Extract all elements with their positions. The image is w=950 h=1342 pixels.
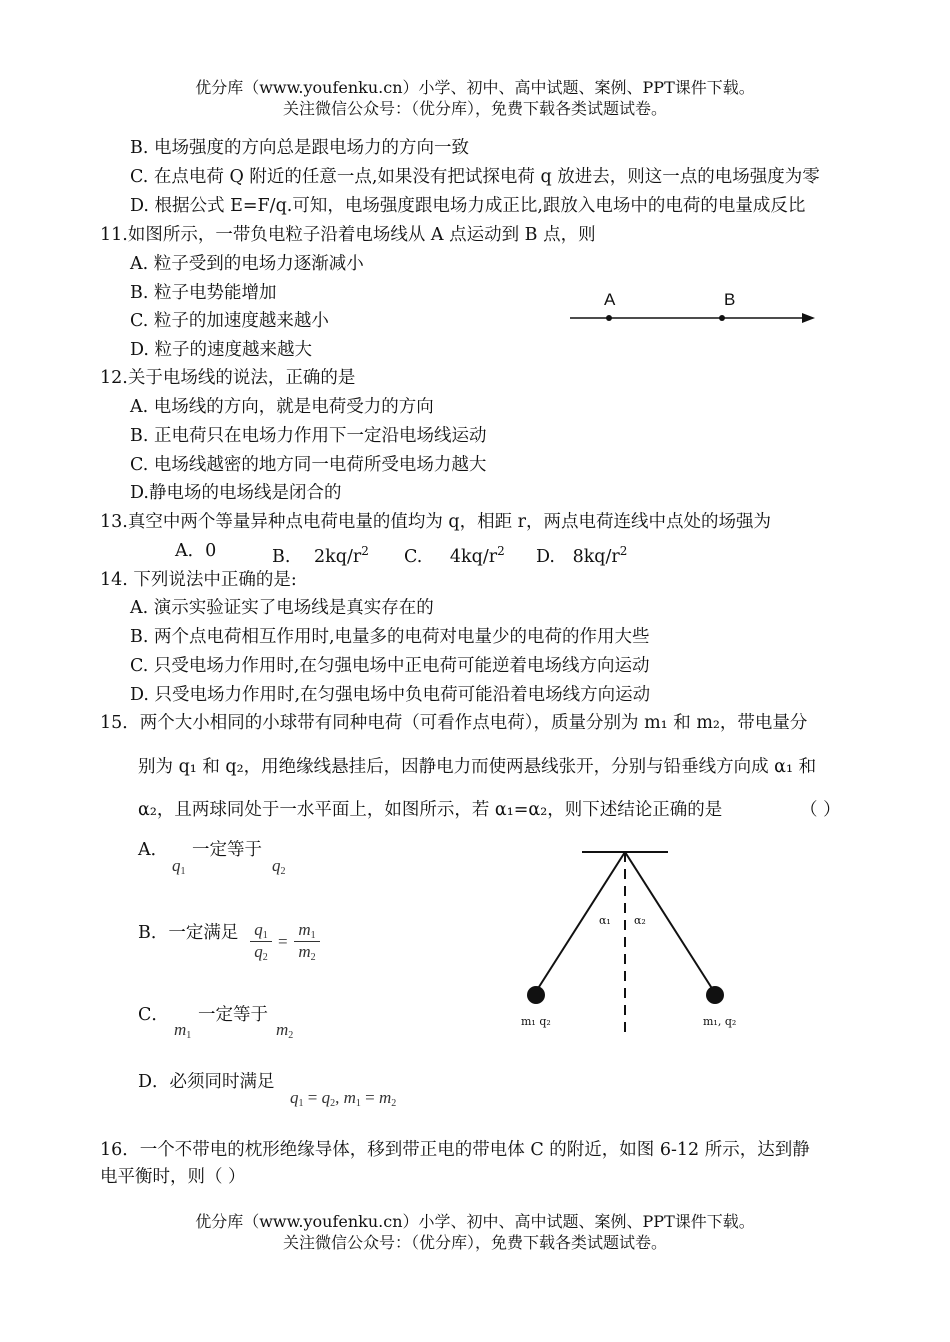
left-ball-label: m₁ q₂ bbox=[521, 1015, 551, 1028]
q14-option-c: C. 只受电场力作用时,在匀强电场中正电荷可能逆着电场线方向运动 bbox=[130, 656, 650, 676]
left-thread bbox=[537, 852, 625, 990]
q15-c-m2: $m_2$ bbox=[276, 1020, 294, 1041]
q15-a-q1: $q_1$ bbox=[172, 856, 186, 877]
q11-option-b: B. 粒子电势能增加 bbox=[130, 283, 277, 303]
q11-option-d: D. 粒子的速度越来越大 bbox=[130, 340, 313, 360]
exponent: 2 bbox=[361, 544, 369, 558]
point-a bbox=[606, 315, 612, 321]
q15-stem-line1: 15．两个大小相同的小球带有同种电荷（可看作点电荷），质量分别为 m₁ 和 m₂，带电量分 bbox=[100, 713, 808, 733]
q15-option-b-label: B．一定满足 bbox=[138, 923, 239, 943]
q10-option-b: B. 电场强度的方向总是跟电场力的方向一致 bbox=[130, 138, 469, 158]
q14-option-b: B. 两个点电荷相互作用时,电量多的电荷对电量少的电荷的作用大些 bbox=[130, 627, 650, 647]
q15-answer-paren: （ ） bbox=[800, 800, 841, 820]
q13-option-b bbox=[272, 540, 369, 568]
q12-option-b: B. 正电荷只在电场力作用下一定沿电场线运动 bbox=[130, 426, 487, 446]
footer-line2: 关注微信公众号：（优分库），免费下载各类试题试卷。 bbox=[282, 1233, 667, 1252]
q16-stem-line1: 16．一个不带电的枕形绝缘导体，移到带正电的带电体 C 的附近，如图 6-12 所示，达到静 bbox=[100, 1140, 810, 1160]
q15-option-c-label: C． bbox=[138, 1005, 169, 1025]
q13-option-a: A．0 bbox=[175, 541, 217, 561]
point-a-label: A bbox=[604, 290, 616, 309]
q13-option-c bbox=[404, 540, 505, 568]
exponent: 2 bbox=[497, 544, 505, 558]
q13-stem: 13.真空中两个等量异种点电荷电量的值均为 q，相距 r，两点电荷连线中点处的场强为 bbox=[100, 512, 772, 532]
alpha2-label: α₂ bbox=[634, 914, 646, 927]
left-ball bbox=[527, 986, 545, 1004]
q13-option-d bbox=[536, 540, 627, 568]
q15-option-d-label: D．必须同时满足 bbox=[138, 1072, 275, 1092]
q15-c-m1: $m_1$ bbox=[174, 1020, 192, 1041]
q13-option-c-label: C. bbox=[404, 546, 423, 567]
q12-stem: 12.关于电场线的说法，正确的是 bbox=[100, 368, 356, 388]
q15-stem-line2: 别为 q₁ 和 q₂，用绝缘线悬挂后，因静电力而使两悬线张开，分别与铅垂线方向成 α₁ 和 bbox=[138, 757, 817, 777]
q12-option-a: A. 电场线的方向，就是电荷受力的方向 bbox=[130, 397, 434, 417]
q15-stem-line3: α₂，且两球同处于一水平面上，如图所示，若 α₁=α₂，则下述结论正确的是 bbox=[138, 800, 723, 820]
right-ball-label: m₁, q₂ bbox=[703, 1015, 737, 1028]
q14-option-d: D. 只受电场力作用时,在匀强电场中负电荷可能沿着电场线方向运动 bbox=[130, 685, 651, 705]
q15-option-c-text: 一定等于 bbox=[198, 1005, 268, 1025]
q15-b-fraction-m: $\frac{m_1}{m_2}$ bbox=[294, 920, 320, 963]
q12-option-c: C. 电场线越密的地方同一电荷所受电场力越大 bbox=[130, 455, 487, 475]
q10-option-d: D. 根据公式 E=F/q.可知，电场强度跟电场力成正比,跟放入电场中的电荷的电量成反比 bbox=[130, 196, 806, 216]
alpha1-label: α₁ bbox=[599, 914, 611, 927]
q15-pendulum-figure bbox=[520, 840, 760, 1040]
exponent: 2 bbox=[619, 544, 628, 558]
q10-option-c: C. 在点电荷 Q 附近的任意一点,如果没有把试探电荷 q 放进去，则这一点的电场强度为零 bbox=[130, 167, 820, 187]
q15-option-a-text: 一定等于 bbox=[192, 840, 262, 860]
q13-option-c-value: 4kq/r bbox=[449, 546, 498, 567]
q14-option-a: A. 演示实验证实了电场线是真实存在的 bbox=[130, 598, 434, 618]
q16-stem-line2: 电平衡时，则（ ） bbox=[100, 1167, 246, 1187]
q15-d-equations: $q_1 = q_2$, $m_1 = m_2$ bbox=[290, 1088, 397, 1109]
q13-option-b-value: 2kq/r bbox=[314, 546, 362, 567]
header-line2: 关注微信公众号：（优分库），免费下载各类试题试卷。 bbox=[282, 99, 667, 118]
q11-option-a: A. 粒子受到的电场力逐渐减小 bbox=[130, 254, 364, 274]
q13-option-b-label: B. bbox=[272, 546, 291, 567]
q14-stem: 14. 下列说法中正确的是: bbox=[100, 570, 297, 590]
footer-line1: 优分库（www.youfenku.cn）小学、初中、高中试题、案例、PPT课件下载。 bbox=[195, 1212, 755, 1231]
q15-b-fraction-q: $\frac{q_1}{q_2}$ bbox=[250, 920, 272, 963]
q11-stem: 11.如图所示，一带负电粒子沿着电场线从 A 点运动到 B 点，则 bbox=[100, 225, 596, 245]
q13-option-d-label: D. bbox=[536, 546, 555, 567]
header-line1: 优分库（www.youfenku.cn）小学、初中、高中试题、案例、PPT课件下载。 bbox=[195, 78, 755, 97]
right-ball bbox=[706, 986, 724, 1004]
point-b-label: B bbox=[724, 290, 736, 309]
q12-option-d: D.静电场的电场线是闭合的 bbox=[130, 483, 342, 503]
q11-option-c: C. 粒子的加速度越来越小 bbox=[130, 311, 329, 331]
arrow-head-icon bbox=[802, 313, 815, 323]
q15-b-equals: = bbox=[278, 932, 288, 951]
q15-a-q2: $q_2$ bbox=[272, 856, 286, 877]
point-b bbox=[719, 315, 725, 321]
q15-option-a-label: A． bbox=[138, 840, 169, 860]
q11-field-line-figure bbox=[560, 285, 830, 335]
q13-option-d-value: 8kq/r bbox=[572, 546, 620, 567]
